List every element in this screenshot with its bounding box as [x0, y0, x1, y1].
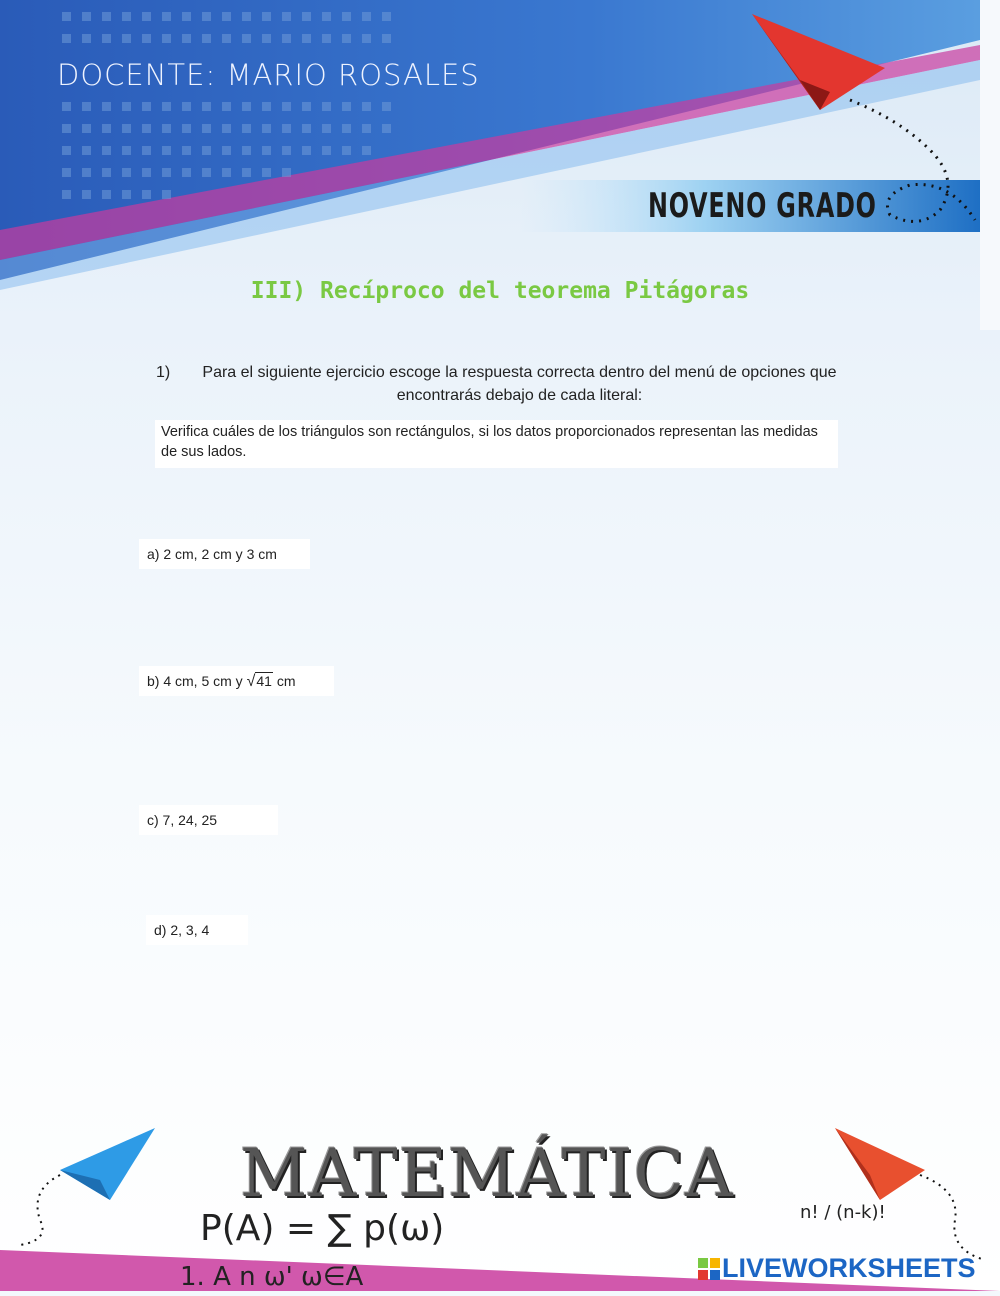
option-b [139, 666, 334, 696]
instruction [156, 361, 846, 407]
liveworksheets-icon [698, 1258, 720, 1280]
grade-label: NOVENO GRADO [648, 186, 877, 226]
teacher-name: DOCENTE: MARIO ROSALES [57, 58, 480, 92]
instruction-number: 1) [156, 364, 171, 381]
option-b-prefix: b) 4 cm, 5 cm y [147, 673, 247, 689]
option-d: d) 2, 3, 4 [146, 915, 248, 945]
handwriting-formula-3: n! / (n-k)! [800, 1202, 886, 1223]
option-b-root: 41 [256, 673, 272, 689]
option-a: a) 2 cm, 2 cm y 3 cm [139, 539, 310, 569]
problem-statement: Verifica cuáles de los triángulos son rectángulos, si los datos proporcionados representan las medidas de sus lados. [155, 420, 838, 468]
liveworksheets-logo [698, 1253, 976, 1284]
instruction-text: Para el siguiente ejercicio escoge la respuesta correcta dentro del menú de opciones que encontrarás debajo de cada literal: [202, 364, 837, 404]
sqrt-symbol: √ [246, 673, 256, 690]
option-b-suffix: cm [272, 673, 296, 689]
brand-text: LIVEWORKSHEETS [722, 1253, 976, 1283]
section-title: III) Recíproco del teorema Pitágoras [250, 278, 750, 304]
subject-title: MATEMÁTICA [240, 1135, 734, 1212]
option-c: c) 7, 24, 25 [139, 805, 278, 835]
handwriting-formula-1: P(A) = ∑ p(ω) [200, 1208, 445, 1249]
handwriting-formula-2: 1. A n ω' ω∈A [180, 1262, 364, 1292]
